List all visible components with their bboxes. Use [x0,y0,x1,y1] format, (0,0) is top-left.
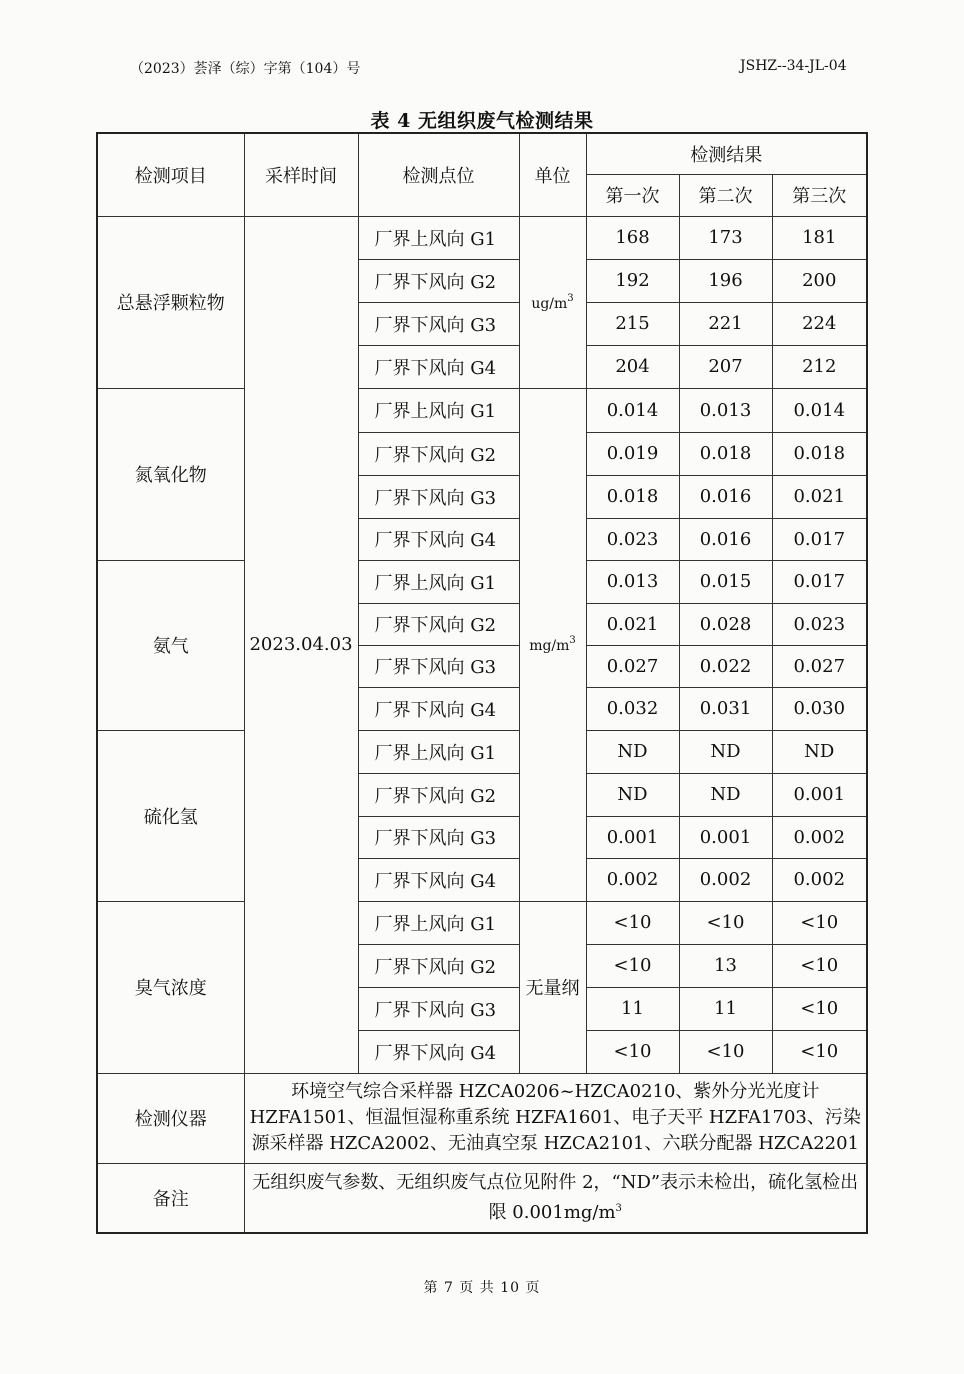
result-cell-1: 0.032 [586,687,679,730]
instruments-text: 环境空气综合采样器 HZCA0206~HZCA0210、紫外分光光度计 HZFA1501、恒温恒湿称重系统 HZFA1601、电子天平 HZFA1703、污染源采样器 HZCA2002、无油真空泵 HZCA2101、六联分配器 HZCA2201 [244,1073,867,1163]
result-cell-3: 0.002 [772,858,867,901]
result-cell-3: <10 [772,901,867,944]
point-cell: 厂界下风向 G4 [358,518,519,560]
result-cell-2: 221 [679,302,772,345]
point-cell: 厂界下风向 G3 [358,475,519,518]
result-cell-3: 0.023 [772,603,867,645]
result-cell-1: <10 [586,944,679,987]
point-cell: 厂界下风向 G2 [358,603,519,645]
sampling-date-cell: 2023.04.03 [244,216,358,1073]
form-code: JSHZ--34-JL-04 [740,58,847,74]
result-cell-3: <10 [772,944,867,987]
result-cell-2: ND [679,730,772,773]
result-cell-3: 181 [772,216,867,259]
table-row [97,216,867,259]
result-cell-2: 0.002 [679,858,772,901]
table-title: 表 4 无组织废气检测结果 [370,110,594,132]
result-cell-1: 11 [586,987,679,1030]
result-cell-2: 13 [679,944,772,987]
table-row [97,560,867,603]
item-name-cell: 总悬浮颗粒物 [97,216,244,388]
remarks-superscript: 3 [615,1202,622,1214]
result-cell-2: 196 [679,259,772,302]
result-cell-2: 173 [679,216,772,259]
header-item: 检测项目 [97,133,244,216]
header-unit: 单位 [519,133,586,216]
result-cell-2: 0.016 [679,475,772,518]
results-table [96,132,868,1234]
point-cell: 厂界下风向 G2 [358,259,519,302]
unit-cell [519,388,586,901]
item-name-cell: 氮氧化物 [97,388,244,560]
result-cell-3: 200 [772,259,867,302]
result-cell-1: ND [586,730,679,773]
result-cell-1: 0.023 [586,518,679,560]
result-cell-1: 0.027 [586,645,679,687]
unit-superscript: 3 [567,292,574,304]
unit-text: mg/m [529,638,570,654]
result-cell-1: 0.019 [586,432,679,475]
result-cell-1: 0.002 [586,858,679,901]
unit-text: ug/m [531,295,568,312]
header-point: 检测点位 [358,133,519,216]
point-cell: 厂界下风向 G4 [358,858,519,901]
unit-cell: 无量纲 [519,901,586,1073]
result-cell-1: 0.001 [586,816,679,858]
result-cell-1: 0.014 [586,388,679,432]
result-cell-2: 0.015 [679,560,772,603]
point-cell: 厂界下风向 G3 [358,645,519,687]
result-cell-3: ND [772,730,867,773]
item-name-cell: 氨气 [97,560,244,730]
item-name-cell: 臭气浓度 [97,901,244,1073]
result-cell-2: 207 [679,345,772,388]
page-footer: 第 7 页 共 10 页 [423,1280,541,1296]
result-cell-1: 0.018 [586,475,679,518]
header-results: 检测结果 [586,133,867,174]
point-cell: 厂界下风向 G4 [358,345,519,388]
point-cell: 厂界上风向 G1 [358,730,519,773]
instruments-label: 检测仪器 [97,1073,244,1163]
item-name-cell: 硫化氢 [97,730,244,901]
result-cell-1: 215 [586,302,679,345]
result-cell-1: 204 [586,345,679,388]
result-cell-1: 0.021 [586,603,679,645]
result-cell-1: 192 [586,259,679,302]
header-second: 第二次 [679,174,772,216]
result-cell-2: 0.013 [679,388,772,432]
remarks-cell [244,1163,867,1233]
point-cell: 厂界上风向 G1 [358,901,519,944]
result-cell-3: 0.027 [772,645,867,687]
point-cell: 厂界上风向 G1 [358,560,519,603]
result-cell-3: 0.002 [772,816,867,858]
document-number: （2023）荟泽（综）字第（104）号 [130,61,361,77]
result-cell-2: 0.018 [679,432,772,475]
remarks-text: 无组织废气参数、无组织废气点位见附件 2，“ND”表示未检出，硫化氢检出限 0.001mg/m [252,1171,859,1223]
result-cell-2: <10 [679,901,772,944]
result-cell-3: <10 [772,987,867,1030]
header-sampling-time: 采样时间 [244,133,358,216]
point-cell: 厂界下风向 G3 [358,816,519,858]
point-cell: 厂界下风向 G3 [358,987,519,1030]
result-cell-3: 0.030 [772,687,867,730]
result-cell-3: 224 [772,302,867,345]
header-third: 第三次 [772,174,867,216]
result-cell-3: 0.001 [772,773,867,816]
remarks-label: 备注 [97,1163,244,1233]
result-cell-3: 0.014 [772,388,867,432]
result-cell-2: 0.016 [679,518,772,560]
result-cell-3: 0.017 [772,560,867,603]
instruments-row [97,1073,867,1163]
result-cell-1: ND [586,773,679,816]
result-cell-2: 11 [679,987,772,1030]
point-cell: 厂界下风向 G4 [358,1030,519,1073]
point-cell: 厂界下风向 G2 [358,944,519,987]
result-cell-2: 0.022 [679,645,772,687]
result-cell-3: <10 [772,1030,867,1073]
result-cell-2: ND [679,773,772,816]
result-cell-3: 0.018 [772,432,867,475]
table-row [97,730,867,773]
result-cell-3: 0.017 [772,518,867,560]
point-cell: 厂界下风向 G2 [358,432,519,475]
result-cell-2: 0.028 [679,603,772,645]
table-row [97,901,867,944]
result-cell-1: 0.013 [586,560,679,603]
point-cell: 厂界上风向 G1 [358,388,519,432]
result-cell-1: <10 [586,1030,679,1073]
result-cell-3: 212 [772,345,867,388]
result-cell-1: 168 [586,216,679,259]
header-first: 第一次 [586,174,679,216]
result-cell-2: 0.001 [679,816,772,858]
point-cell: 厂界下风向 G3 [358,302,519,345]
point-cell: 厂界下风向 G2 [358,773,519,816]
result-cell-3: 0.021 [772,475,867,518]
result-cell-2: 0.031 [679,687,772,730]
point-cell: 厂界下风向 G4 [358,687,519,730]
unit-cell [519,216,586,388]
result-cell-1: <10 [586,901,679,944]
remarks-row [97,1163,867,1233]
table-row [97,388,867,432]
point-cell: 厂界上风向 G1 [358,216,519,259]
result-cell-2: <10 [679,1030,772,1073]
unit-superscript: 3 [569,635,576,646]
